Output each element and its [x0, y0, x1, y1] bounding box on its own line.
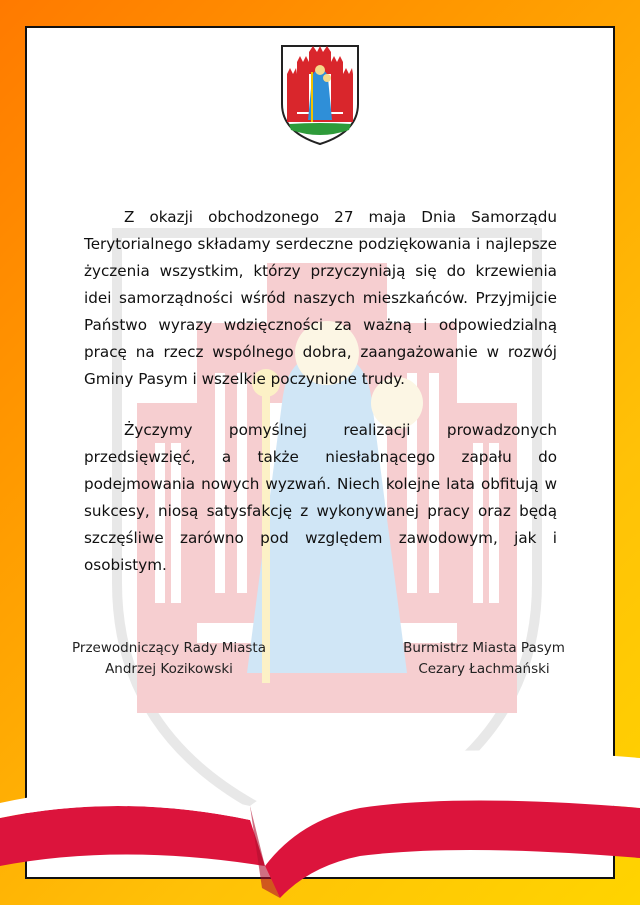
signature-right-title: Burmistrz Miasta Pasym: [403, 640, 565, 656]
coat-of-arms-icon: [279, 42, 361, 146]
letter-paragraph-1: Z okazji obchodzonego 27 maja Dnia Samorządu Terytorialnego składamy serdeczne podziękowania i najlepsze życzenia wszystkim, którzy przyczyniają się do krzewienia idei samorządności wśród naszych mieszkańców. Przyjmijcie Państwo wyrazy wdzięczności za ważną i odpowiedzialną pracę na rzecz wspólnego dobra, zaangażowanie w rozwój Gminy Pasym i wszelkie poczynione trudy.: [84, 208, 557, 388]
signature-left-name: Andrzej Kozikowski: [105, 661, 233, 677]
signature-left-title: Przewodniczący Rady Miasta: [72, 640, 266, 656]
signature-right: [364, 638, 604, 680]
letter-body: [84, 204, 557, 603]
signature-left: [49, 638, 289, 680]
polish-flag-ribbon: [0, 748, 640, 905]
signature-right-name: Cezary Łachmański: [418, 661, 550, 677]
letter-paragraph-2: Życzymy pomyślnej realizacji prowadzonych przedsięwzięć, a także niesłabnącego zapału do podejmowania nowych wyzwań. Niech kolejne lata obfitują w sukcesy, niosą satysfakcję z wykonywanej pracy oraz będą szczęśliwe zarówno pod względem zawodowym, jak i osobistym.: [84, 421, 557, 574]
